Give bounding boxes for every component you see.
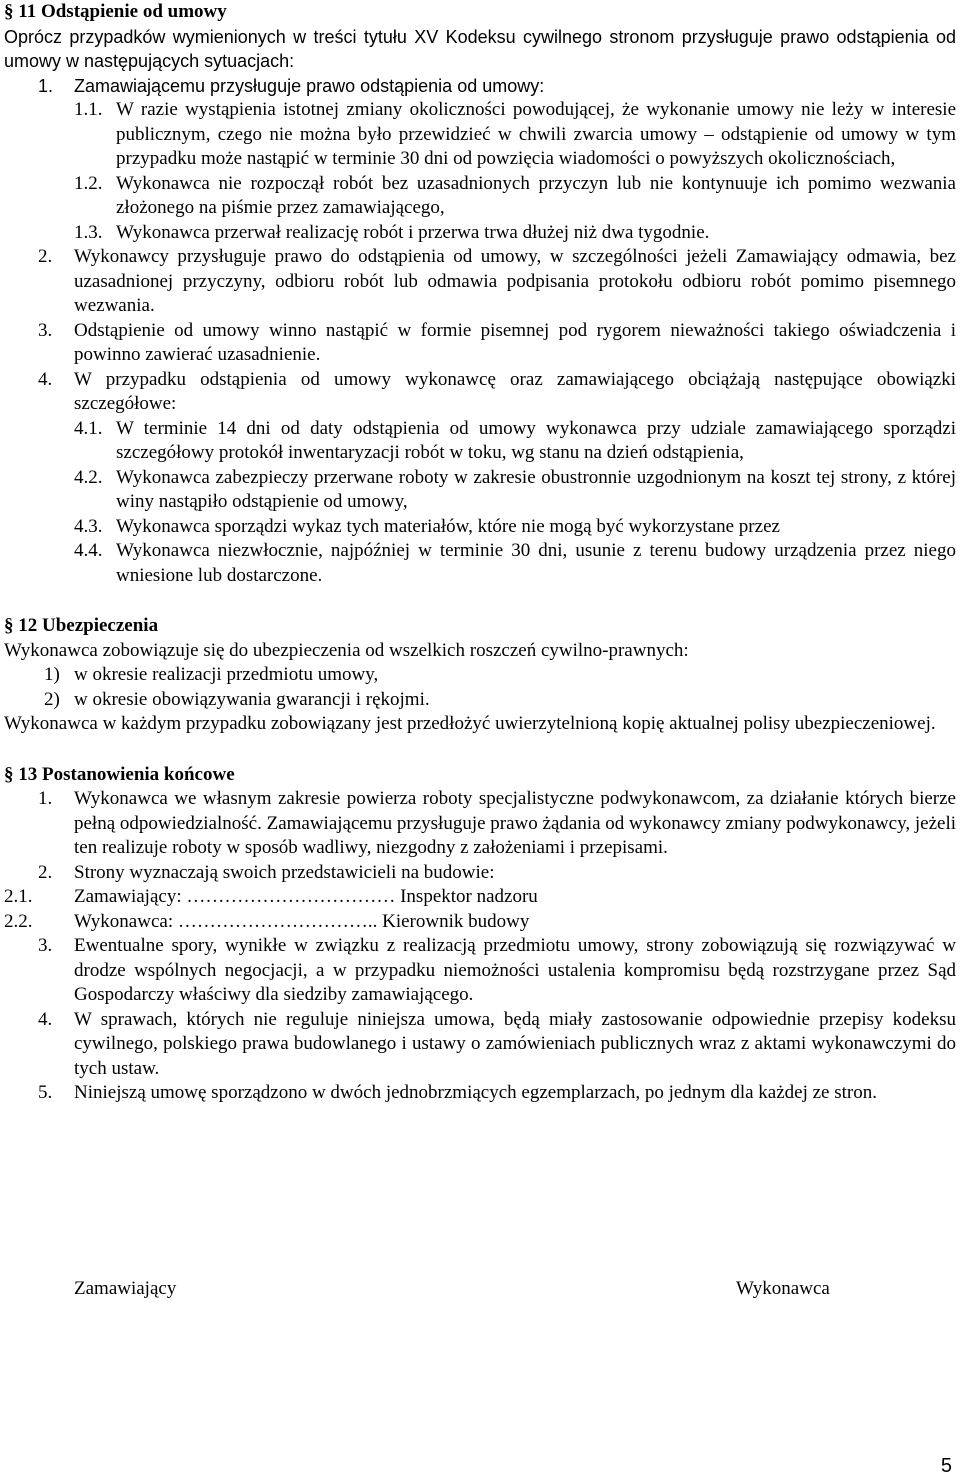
- item-number: 1.: [38, 75, 54, 96]
- section-11-item-3: [4, 319, 956, 368]
- item-number: 4.: [38, 1008, 53, 1030]
- item-number: 4.1.: [74, 417, 103, 439]
- item-text: Wykonawca we własnym zakresie powierza roboty specjalistyczne podwykonawcom, za działanie których bierze pełną odpowiedzialność. Zamawiającemu przysługuje prawo żądania od wykonawcy zmiany podwykonawcy, jeżeli ten realizuje roboty w sposób wadliwy, niezgodny z założeniami i przepisami.: [74, 788, 956, 858]
- section-13-item-2: [4, 861, 956, 886]
- item-text: Wykonawca: ………………………….. Kierownik budowy: [74, 910, 530, 932]
- section-13-item-2-2: [4, 910, 956, 935]
- item-text: Wykonawca niezwłocznie, najpóźniej w terminie 30 dni, usunie z terenu budowy urządzenia przez niego wniesione lub dostarczone.: [116, 540, 956, 586]
- item-text: Wykonawca sporządzi wykaz tych materiałów, które nie mogą być wykorzystane przez: [116, 515, 780, 537]
- item-number: 1): [44, 664, 60, 685]
- item-text: Wykonawca nie rozpoczął robót bez uzasadnionych przyczyn lub nie kontynuuje ich pomimo wezwania złożonego na piśmie przez zamawiającego,: [116, 172, 956, 218]
- section-11-item-1-2: [4, 172, 956, 221]
- item-text: Zamawiający: …………………………… Inspektor nadzoru: [74, 886, 538, 907]
- item-number: 3.: [38, 935, 53, 956]
- item-text: w okresie realizacji przedmiotu umowy,: [74, 664, 379, 685]
- section-12-item-2: [4, 688, 956, 713]
- signature-wykonawca: Wykonawca: [736, 1278, 830, 1299]
- item-number: 5.: [38, 1082, 53, 1103]
- section-11-intro: Oprócz przypadków wymienionych w treści tytułu XV Kodeksu cywilnego stronom przysługuje prawo odstąpienia od umowy w następujących sytuacjach:: [4, 26, 956, 71]
- page-number: 5: [940, 1455, 952, 1477]
- section-11-item-4-4: [4, 539, 956, 588]
- signature-row: [0, 1277, 960, 1303]
- item-text: Wykonawcy przysługuje prawo do odstąpienia od umowy, w szczególności jeżeli Zamawiający odmawia, bez uzasadnionej przyczyny, odbioru robót lub odmawia podpisania protokołu odbioru robót pomimo pisemnego wezwania.: [74, 246, 956, 316]
- section-13-item-3: [4, 934, 956, 1008]
- item-text: Odstąpienie od umowy winno nastąpić w formie pisemnej pod rygorem nieważności takiego oświadczenia i powinno zawierać uzasadnienie.: [74, 319, 956, 365]
- item-text: Niniejszą umowę sporządzono w dwóch jednobrzmiących egzemplarzach, po jednym dla każdej ze stron.: [74, 1082, 877, 1103]
- item-text: Zamawiającemu przysługuje prawo odstąpienia od umowy:: [74, 75, 545, 96]
- item-number: 2.: [38, 861, 53, 883]
- item-number: 1.3.: [74, 221, 103, 243]
- item-text: W sprawach, których nie reguluje niniejsza umowa, będą miały zastosowanie odpowiednie przepisy kodeksu cywilnego, polskiego prawa budowlanego i ustawy o zamówieniach publicznych wraz z aktami wykonawczymi do tych ustaw.: [74, 1008, 956, 1079]
- item-number: 4.3.: [74, 515, 103, 537]
- item-text: Wykonawca przerwał realizację robót i przerwa trwa dłużej niż dwa tygodnie.: [116, 221, 710, 243]
- item-number: 2.: [38, 246, 53, 267]
- item-number: 4.4.: [74, 540, 103, 561]
- spacer: [4, 737, 956, 763]
- item-text: W przypadku odstąpienia od umowy wykonawcę oraz zamawiającego obciążają następujące obowiązki szczegółowe:: [74, 368, 956, 414]
- section-12-title: § 12 Ubezpieczenia: [4, 615, 159, 636]
- item-number: 3.: [38, 319, 53, 341]
- section-12-intro: Wykonawca zobowiązuje się do ubezpieczenia od wszelkich roszczeń cywilno-prawnych:: [4, 639, 689, 661]
- signature-zamawiajacy: Zamawiający: [74, 1278, 177, 1299]
- section-11-item-4-3: [4, 515, 956, 540]
- item-number: 1.1.: [74, 99, 103, 120]
- section-12-outro: Wykonawca w każdym przypadku zobowiązany jest przedłożyć uwierzytelnioną kopię aktualnej polisy ubezpieczeniowej.: [4, 713, 936, 734]
- item-number: 4.2.: [74, 466, 103, 488]
- section-11-item-1: [4, 74, 956, 99]
- item-text: Strony wyznaczają swoich przedstawicieli na budowie:: [74, 861, 495, 883]
- section-11-item-4-1: [4, 417, 956, 466]
- section-13-title: § 13 Postanowienia końcowe: [4, 763, 235, 785]
- section-12-item-1: [4, 663, 956, 688]
- section-13-item-1: [4, 787, 956, 861]
- section-13-item-5: [4, 1081, 956, 1106]
- item-number: 2): [44, 688, 60, 710]
- item-number: 1.2.: [74, 172, 103, 194]
- section-11-item-1-1: [4, 98, 956, 172]
- item-number: 2.2.: [4, 910, 33, 932]
- item-number: 2.1.: [4, 886, 33, 907]
- item-text: Ewentualne spory, wynikłe w związku z realizacją przedmiotu umowy, strony zobowiązują się rozwiązywać w drodze wspólnych negocjacji, a w przypadku niemożności ustalenia kompromisu będą rozstrzygane przez Sąd Gospodarczy właściwy dla siedziby zamawiającego.: [74, 935, 956, 1005]
- item-text: W terminie 14 dni od daty odstąpienia od umowy wykonawca przy udziale zamawiającego sporządzi szczegółowy protokół inwentaryzacji robót w toku, wg stanu na dzień odstąpienia,: [116, 417, 956, 463]
- item-text: w okresie obowiązywania gwarancji i rękojmi.: [74, 688, 430, 710]
- section-13-item-2-1: [4, 885, 956, 910]
- spacer: [4, 588, 956, 614]
- section-11-item-4: [4, 368, 956, 417]
- section-11-item-4-2: [4, 466, 956, 515]
- section-13-item-4: [4, 1008, 956, 1082]
- section-11-item-1-3: [4, 221, 956, 246]
- section-11-title: § 11 Odstąpienie od umowy: [4, 1, 227, 22]
- item-number: 1.: [38, 788, 53, 809]
- item-number: 4.: [38, 368, 53, 390]
- item-text: Wykonawca zabezpieczy przerwane roboty w zakresie obustronnie uzgodnionym na koszt tej strony, z której winy nastąpiło odstąpienie od umowy,: [116, 466, 956, 512]
- section-11-item-2: [4, 245, 956, 319]
- item-text: W razie wystąpienia istotnej zmiany okoliczności powodującej, że wykonanie umowy nie leży w interesie publicznym, czego nie można było przewidzieć w chwili zwarcia umowy – odstąpienie od umowy w tym przypadku może nastąpić w terminie 30 dni od powzięcia wiadomości o powyższych okolicznościach,: [116, 99, 956, 169]
